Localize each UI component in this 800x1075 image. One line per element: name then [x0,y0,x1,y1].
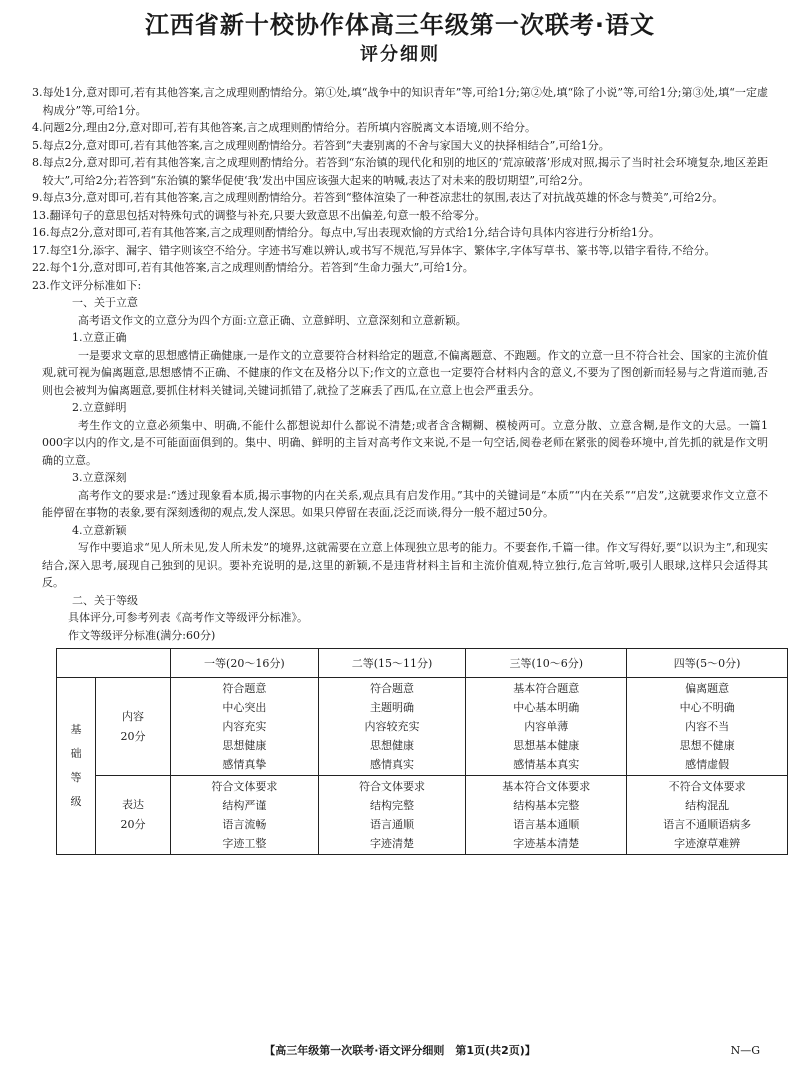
subsection-text: 一是要求文章的思想感情正确健康,一是作文的立意要符合材料给定的题意,不偏离题意、不跑题。作文的立意一旦不符合社会、国家的主流价值观,就可视为偏离题意,思想感情不正确、不健康的作文在及格分以下;作文的立意也一定要符合材料内含的意义,不要为了图创新而轻易与之背道而驰,否则也会被判为偏离题意,要抓住材料关键词,关键词抓错了,就捡了芝麻丢了西瓜,在立意上也会严重丢分。 [42,348,768,397]
subsection-text: 高考作文的要求是:“透过现象看本质,揭示事物的内在关系,观点具有启发作用。”其中的关键词是“本质”“内在关系”“启发”,这就要求作文立意不能停留在事物的表象,要有深刻透彻的观点,发人深思。如果只停留在表面,泛泛而谈,得分一般不超过50分。 [42,488,768,519]
criterion: 结构混乱 [685,799,730,812]
table-caption: 作文等级评分标准(满分:60分) [68,628,216,642]
criterion: 结构完整 [370,799,415,812]
item-text: 问题2分,理由2分,意对即可,若有其他答案,言之成理则酌情给分。若所填内容脱离文本语境,则不给分。 [42,121,536,134]
criterion: 感情真挚 [222,758,267,771]
item-number: 16. [32,226,50,239]
scoring-item [32,277,768,295]
scoring-item [32,84,768,119]
criterion: 思想健康 [370,739,415,752]
section-intro: 高考语文作文的立意分为四个方面:立意正确、立意鲜明、立意深刻和立意新颖。 [78,313,467,327]
basic-level-label [57,678,96,855]
scoring-item [32,119,768,137]
category-name: 表达 [122,798,144,811]
criterion: 中心不明确 [679,701,735,714]
scoring-item [32,224,768,242]
label-char: 础 [70,747,82,760]
grade-cell [627,678,788,776]
scoring-item [32,137,768,155]
item-number: 23. [32,278,50,292]
criterion: 字迹潦草难辨 [674,837,741,850]
section-heading: 一、关于立意 [72,296,138,309]
item-number: 5. [32,138,43,152]
criterion: 感情基本真实 [513,758,580,771]
criterion: 思想基本健康 [513,739,580,752]
scoring-item [32,207,768,225]
document-subtitle: 评分细则 [360,44,440,65]
criterion: 语言流畅 [222,818,267,831]
criterion: 内容较充实 [364,720,420,733]
subsection-text: 写作中要追求“见人所未见,发人所未发”的境界,这就需要在立意上体现独立思考的能力。不要套作,千篇一律。作文写得好,要“以识为主”,和现实结合,深入思考,展现自己独到的见识。要补充说明的是,这里的新颖,不是违背材料主旨和主流价值观,特立独行,危言耸听,吸引人眼球,这样只会适得其反。 [42,541,768,589]
criterion: 内容不当 [685,720,730,733]
grade-header: 一等(20～16分) [171,649,319,678]
category-score: 20分 [120,729,146,743]
grade-cell [318,678,466,776]
table-row [57,678,788,776]
item-number: 8. [32,156,43,169]
criterion: 语言基本通顺 [513,818,580,831]
criterion: 内容充实 [222,720,267,733]
item-text: 每空1分,添字、漏字、错字则该空不给分。字迹书写难以辨认,或书写不规范,写异体字、繁体字,字体写草书、篆书等,以错字看待,不给分。 [49,243,716,257]
item-number: 3. [32,86,43,99]
criterion: 中心基本明确 [513,701,580,714]
scoring-items [32,84,768,294]
scoring-item [32,242,768,260]
criterion: 字迹清楚 [370,837,415,850]
criterion: 语言通顺 [370,818,415,831]
criterion: 结构基本完整 [513,799,580,812]
criterion: 符合题意 [222,682,267,695]
label-char: 等 [70,771,82,784]
item-number: 9. [32,191,43,204]
item-number: 22. [32,261,50,274]
page-footer [0,1043,800,1059]
document-title: 江西省新十校协作体高三年级第一次联考·语文 [144,11,656,39]
subsection-heading: 1.立意正确 [72,331,127,344]
criterion: 基本符合文体要求 [502,780,591,793]
criterion: 中心突出 [222,701,267,714]
criterion: 结构严谨 [222,799,267,812]
grade-cell [627,776,788,855]
criterion: 内容单薄 [524,720,569,733]
subsection-heading: 2.立意鲜明 [72,401,127,414]
item-number: 13. [32,208,50,222]
category-name: 内容 [122,709,144,723]
item-text: 每点2分,意对即可,若有其他答案,言之成理则酌情给分。若答到“夫妻别离的不舍与家国大义的抉择相结合”,可给1分。 [42,138,610,152]
grade-cell [466,678,627,776]
category-cell [96,678,171,776]
grade-header: 二等(15～11分) [318,649,466,678]
criterion: 符合题意 [370,682,415,695]
criterion: 感情真实 [370,758,415,771]
grade-header: 四等(5～0分) [627,649,788,678]
criterion: 语言不通顺语病多 [663,818,752,831]
item-text: 每点3分,意对即可,若有其他答案,言之成理则酌情给分。若答到“整体渲染了一种苍凉悲壮的氛围,表达了对抗战英雄的怀念与赞美”,可给2分。 [42,191,724,204]
item-text: 每点2分,意对即可,若有其他答案,言之成理则酌情给分。每点中,写出表现欢愉的方式给1分,结合诗句具体内容进行分析给1分。 [49,226,660,239]
grade-cell [466,776,627,855]
criterion: 不符合文体要求 [668,780,746,793]
item-number: 4. [32,121,43,134]
criterion: 主题明确 [370,701,415,714]
category-score: 20分 [120,818,146,831]
scoring-item [32,154,768,189]
criterion: 偏离题意 [685,682,730,695]
scoring-item [32,189,768,207]
label-char: 级 [70,795,82,808]
footer-code: N—G [730,1044,760,1057]
table-corner-cell [57,649,171,678]
criterion: 思想不健康 [679,739,735,752]
grade-cell [171,678,319,776]
criterion: 基本符合题意 [513,682,580,695]
grading-table [56,648,788,855]
category-cell [96,776,171,855]
footer-page-info: 【高三年级第一次联考·语文评分细则 第1页(共2页)】 [264,1044,536,1057]
criterion: 字迹基本清楚 [513,837,580,850]
subsection-heading: 4.立意新颖 [72,523,127,537]
scoring-item [32,259,768,277]
criterion: 字迹工整 [222,837,267,850]
table-header-row [57,649,788,678]
grade-cell [318,776,466,855]
grade-header: 三等(10～6分) [466,649,627,678]
item-text: 每点2分,意对即可,若有其他答案,言之成理则酌情给分。若答到“东治镇的现代化和别的地区的‘荒凉破落’形成对照,揭示了当时社会环境复杂,地区差距较大”,可给2分;若答到“东治镇的繁华促使‘我’发出中国应该强大起来的呐喊,表达了对未来的殷切期望”,可给2分。 [42,156,768,187]
section-note: 具体评分,可参考列表《高考作文等级评分标准》。 [68,611,308,624]
criterion: 符合文体要求 [211,780,278,793]
item-text: 每个1分,意对即可,若有其他答案,言之成理则酌情给分。若答到“生命力强大”,可给1分。 [49,261,474,274]
item-text: 每处1分,意对即可,若有其他答案,言之成理则酌情给分。第①处,填“战争中的知识青年”等,可给1分;第②处,填“除了小说”等,可给1分;第③处,填“一定虚构成分”等,可给1分。 [42,86,768,117]
criterion: 感情虚假 [685,758,730,771]
item-text: 作文评分标准如下: [49,278,142,292]
item-number: 17. [32,243,50,257]
criterion: 思想健康 [222,739,267,752]
criterion: 符合文体要求 [359,780,426,793]
subsection-text: 考生作文的立意必须集中、明确,不能什么都想说却什么都说不清楚;或者含含糊糊、模棱两可。立意分散、立意含糊,是作文的大忌。一篇1 000字以内的作文,是不可能面面俱到的。集中、明确、鲜明的主旨对高考作文来说,不是一句空话,阅卷老师在紧张的阅卷环境中,首先抓的就是作文明确的立意。 [42,418,768,467]
subsection-heading: 3.立意深刻 [72,471,127,484]
label-char: 基 [70,723,82,736]
section-heading: 二、关于等级 [72,593,138,607]
table-row [57,776,788,855]
grade-cell [171,776,319,855]
item-text: 翻译句子的意思包括对特殊句式的调整与补充,只要大致意思不出偏差,句意一般不给零分。 [49,208,486,222]
